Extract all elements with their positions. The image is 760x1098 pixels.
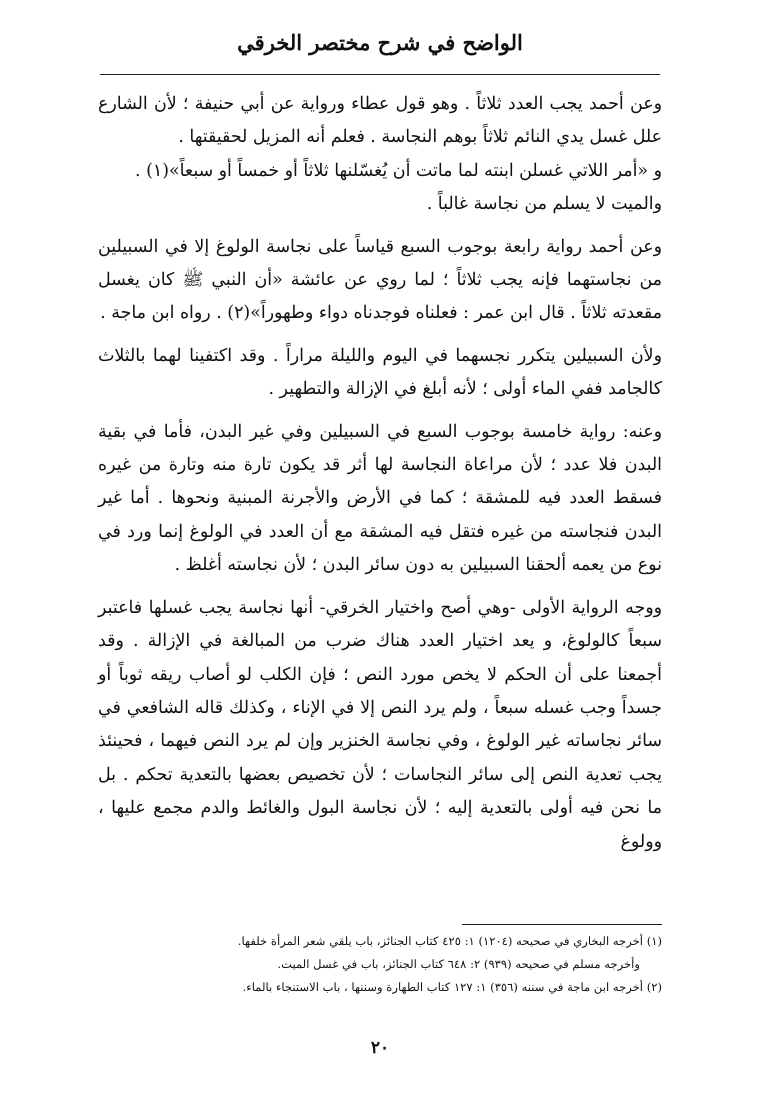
footnote: وأخرجه مسلم في صحيحه (٩٣٩) ٢: ٦٤٨ كتاب الجنائز، باب في غسل الميت.: [277, 957, 640, 971]
footnote: (١) أخرجه البخاري في صحيحه (١٢٠٤) ١: ٤٢٥ كتاب الجنائز، باب يلقي شعر المرأة خلفها.: [237, 934, 662, 948]
paragraph: و «أمر اللاتي غسلن ابنته لما ماتت أن يُغسّلنها ثلاثاً أو خمساً أو سبعاً»(١) .: [135, 160, 662, 181]
paragraph: وعن أحمد يجب العدد ثلاثاً . وهو قول عطاء ورواية عن أبي حنيفة ؛ لأن الشارع علل غسل يدي النائم ثلاثاً بوهم النجاسة . فعلم أنه المزيل لحقيقتها .: [98, 94, 662, 148]
footnote: (٢) أخرجه ابن ماجة في سننه (٣٥٦) ١: ١٢٧ كتاب الطهارة وسننها ، باب الاستنجاء بالماء.: [242, 980, 662, 994]
header-divider: [100, 74, 660, 75]
paragraph: ووجه الرواية الأولى -وهي أصح واختيار الخرقي- أنها نجاسة يجب غسلها فاعتبر سبعاً كالولوغ، و يعد اختيار العدد هناك ضرب من المبالغة في الإزالة . وقد أجمعنا على أن الحكم لا يخص مورد النص ؛ فإن الكلب لو أصاب ريقه ثوباً أو جسداً وجب غسله سبعاً ، ولم يرد النص إلا في الإناء ، وكذلك قاله الشافعي في سائر نجاساته غير الولوغ ، وفي نجاسة الخنزير وإن لم يرد النص فيهما ، فحينئذ يجب تعدية النص إلى سائر النجاسات ؛ لأن تخصيص بعضها بالتعدية تحكم . بل ما نحن فيه أولى بالتعدية إليه ؛ لأن نجاسة البول والغائط والدم مجمع عليها ، وولوغ: [98, 597, 662, 852]
page-number: ٢٠: [370, 1038, 390, 1058]
paragraph: وعن أحمد رواية رابعة بوجوب السبع قياساً على نجاسة الولوغ إلا في السبيلين من نجاستهما فإنه يجب ثلاثاً ؛ لما روي عن عائشة «أن النبي ﷺ كان يغسل مقعدته ثلاثاً . قال ابن عمر : فعلناه فوجدناه دواء وطهوراً»(٢) . رواه ابن ماجة .: [98, 236, 662, 324]
paragraph: وعنه: رواية خامسة بوجوب السبع في السبيلين وفي غير البدن، فأما في بقية البدن فلا عدد ؛ لأن مراعاة النجاسة لها أثر قد يكون تارة منه وتارة من غيره فسقط العدد فيه للمشقة ؛ كما في الأرض والأجرنة المبنية ونحوها . أما غير البدن فنجاسته من غيره فتقل فيه المشقة مع أن العدد في الولوغ إنما ورد في نوع من يعمه ألحقنا السبيلين به دون سائر البدن ؛ لأن نجاسته أغلظ .: [98, 421, 662, 576]
footnotes: [98, 930, 662, 999]
footnote-divider: [462, 924, 662, 925]
running-header: الواضح في شرح مختصر الخرقي: [237, 30, 523, 55]
paragraph: ولأن السبيلين يتكرر نجسهما في اليوم والليلة مراراً . وقد اكتفينا لهما بالثلاث كالجامد ففي الماء أولى ؛ لأنه أبلغ في الإزالة والتطهير .: [98, 345, 662, 400]
main-text: [98, 88, 662, 859]
paragraph: والميت لا يسلم من نجاسة غالباً .: [426, 194, 662, 215]
